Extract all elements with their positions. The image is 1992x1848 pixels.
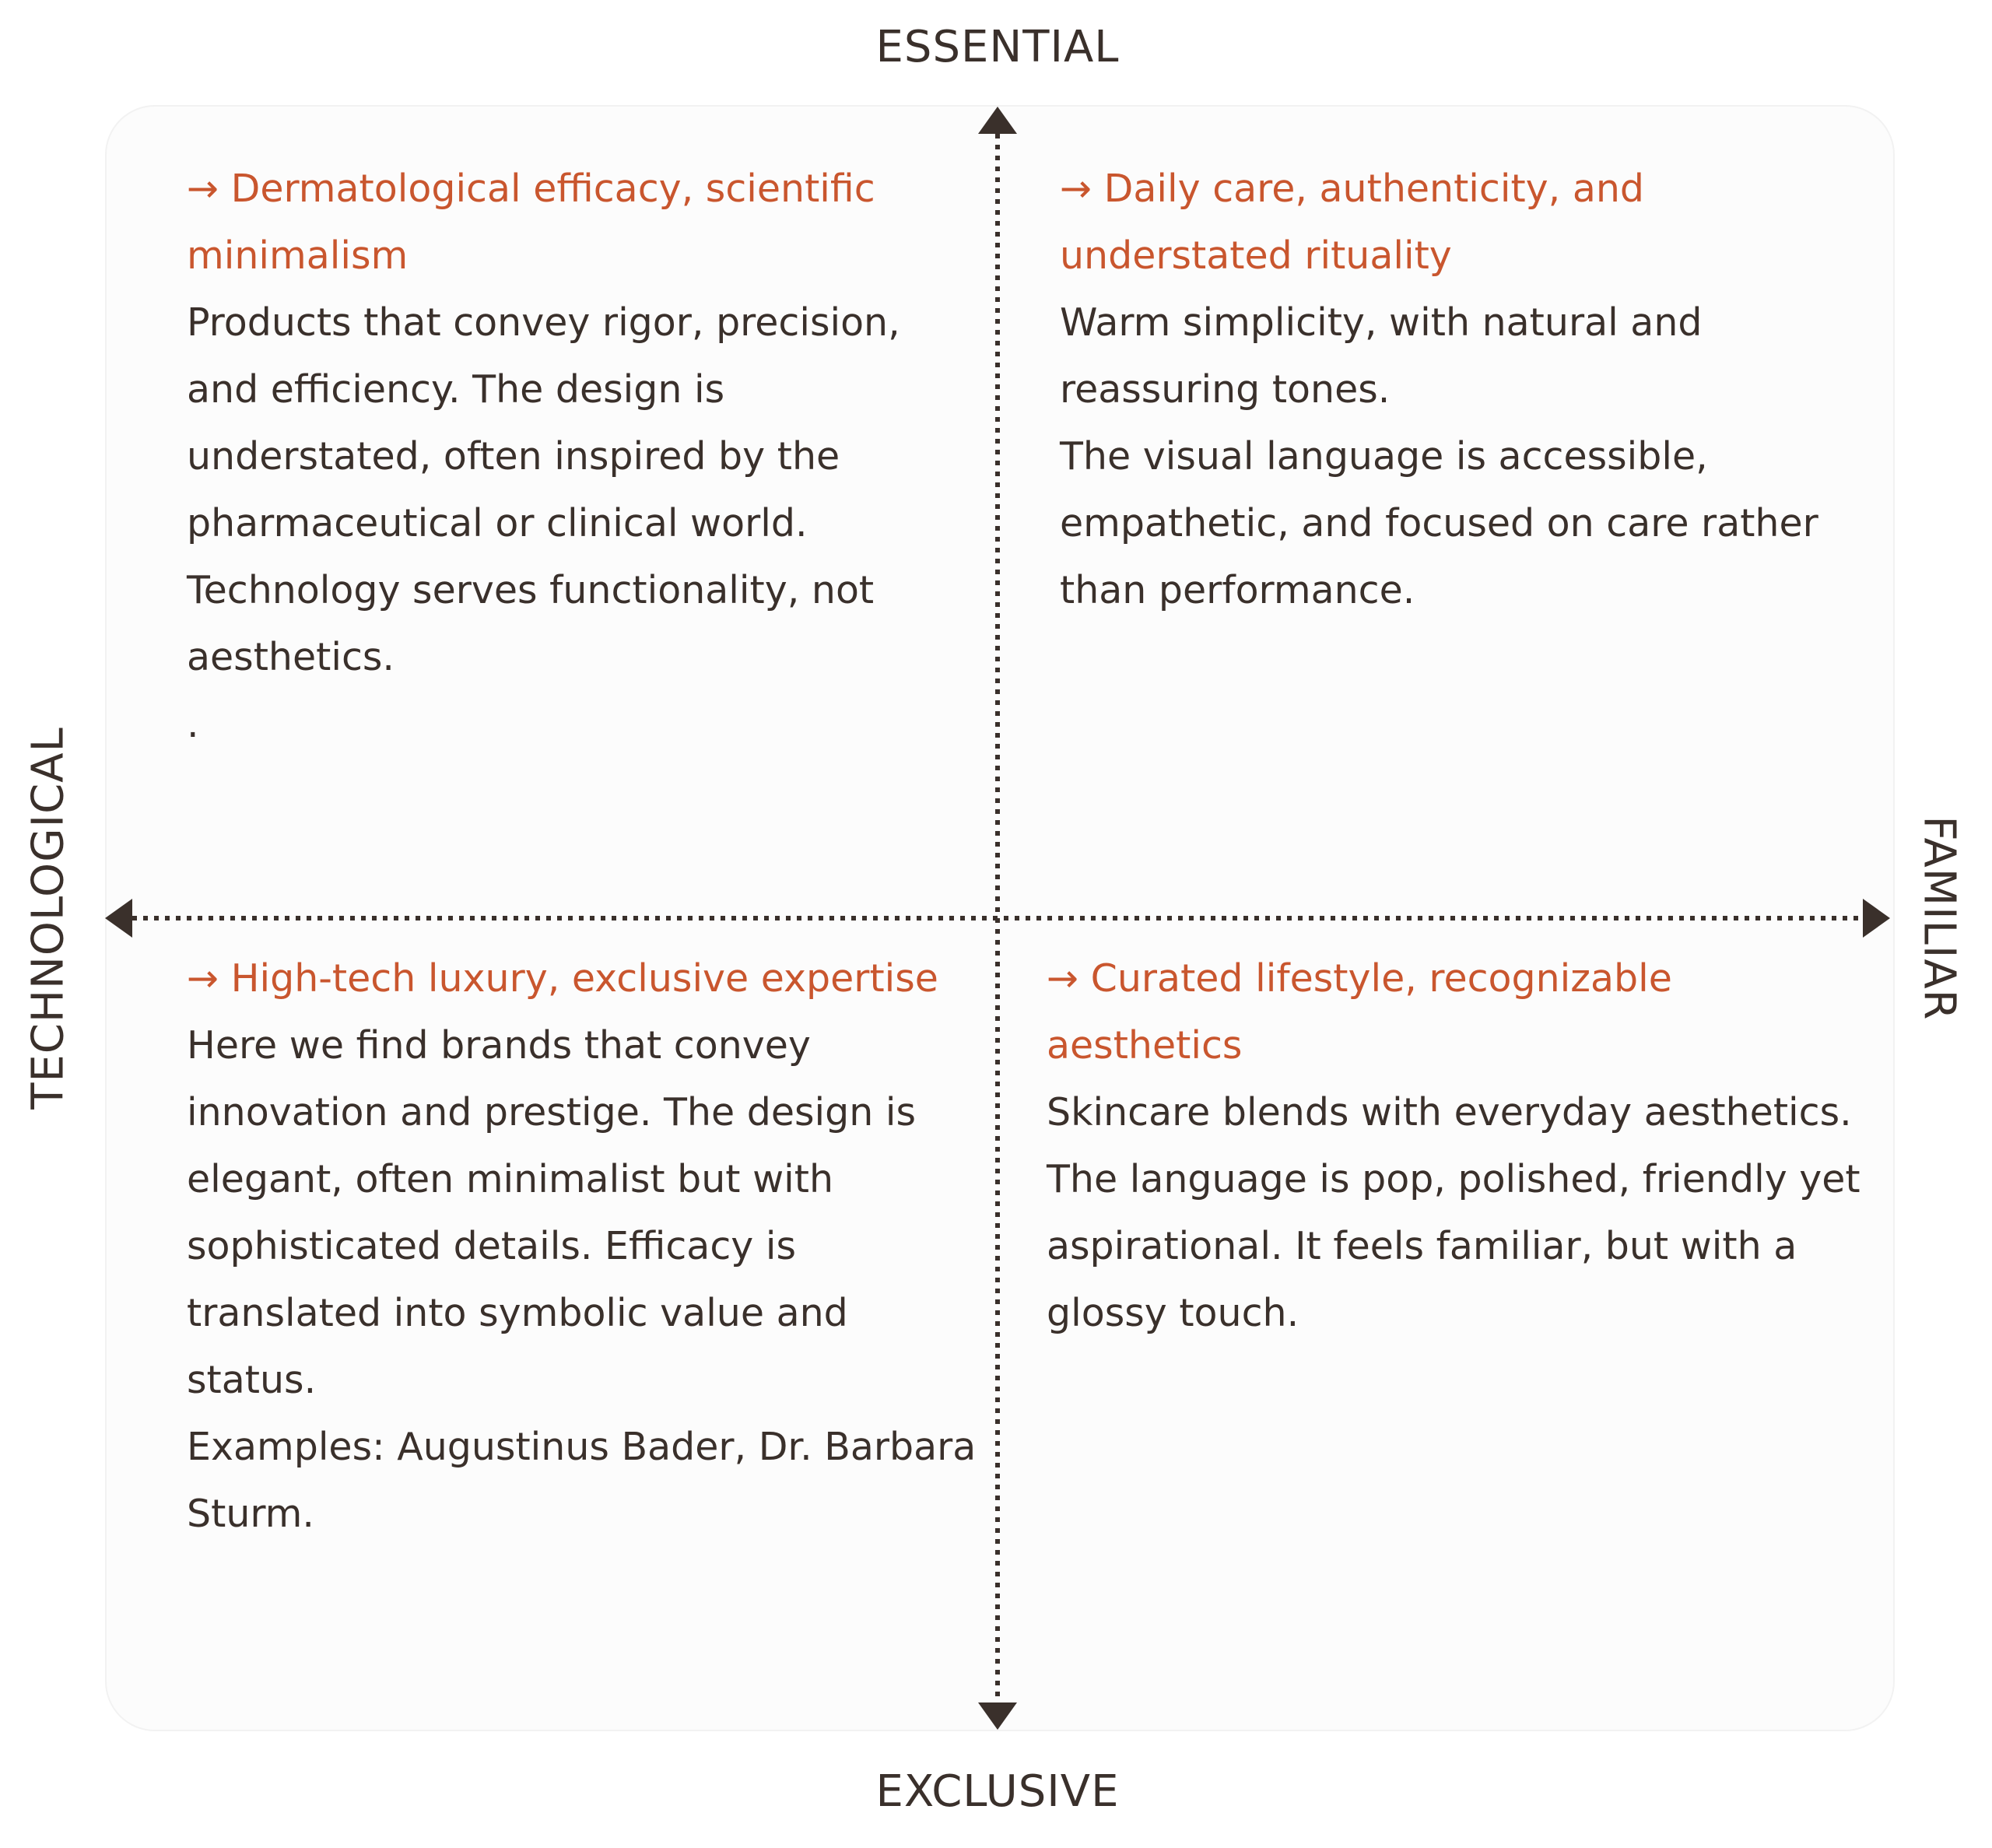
quadrant-title: → High-tech luxury, exclusive expertise bbox=[187, 956, 938, 1001]
quadrant-paragraph: Skincare blends with everyday aesthetics. bbox=[1047, 1090, 1852, 1134]
quadrant-paragraph: Examples: Augustinus Bader, Dr. Barbara Sturm. bbox=[187, 1425, 977, 1536]
quadrant-paragraph: Here we find brands that convey innovation and prestige. The design is elegant, often minimalist but with sophisticated details. Efficacy is translated into symbolic value and status. bbox=[187, 1023, 916, 1402]
quadrant-title: → Daily care, authenticity, and understated rituality bbox=[1060, 167, 1645, 278]
arrow-up-icon bbox=[978, 107, 1017, 134]
axis-label-top: ESSENTIAL bbox=[875, 22, 1120, 72]
quadrant-paragraph: Warm simplicity, with natural and reassuring tones. bbox=[1060, 300, 1703, 412]
quadrant-top-right bbox=[1060, 156, 1869, 624]
arrow-down-icon bbox=[978, 1702, 1017, 1730]
quadrant-title: → Curated lifestyle, recognizable aesthetics bbox=[1047, 956, 1672, 1068]
axis-label-bottom: EXCLUSIVE bbox=[875, 1766, 1120, 1817]
quadrant-paragraph: The visual language is accessible, empathetic, and focused on care rather than performance. bbox=[1060, 434, 1818, 612]
axis-label-right: FAMILIAR bbox=[1913, 815, 1965, 1021]
quadrant-paragraph: The language is pop, polished, friendly yet aspirational. It feels familiar, but with a glossy touch. bbox=[1047, 1157, 1860, 1335]
quadrant-paragraph: . bbox=[187, 702, 199, 746]
quadrant-paragraph: Products that convey rigor, precision, and efficiency. The design is understated, often inspired by the pharmaceutical or clinical world. bbox=[187, 300, 900, 545]
arrow-right-icon bbox=[1863, 899, 1890, 938]
quadrant-top-left bbox=[187, 156, 973, 758]
axis-label-left: TECHNOLOGICAL bbox=[23, 727, 74, 1110]
quadrant-paragraph: Technology serves functionality, not aesthetics. bbox=[187, 568, 875, 679]
quadrant-title: → Dermatological efficacy, scientific minimalism bbox=[187, 167, 875, 278]
quadrant-bottom-right bbox=[1047, 945, 1871, 1347]
quadrant-bottom-left bbox=[187, 945, 988, 1548]
arrow-left-icon bbox=[105, 899, 132, 938]
